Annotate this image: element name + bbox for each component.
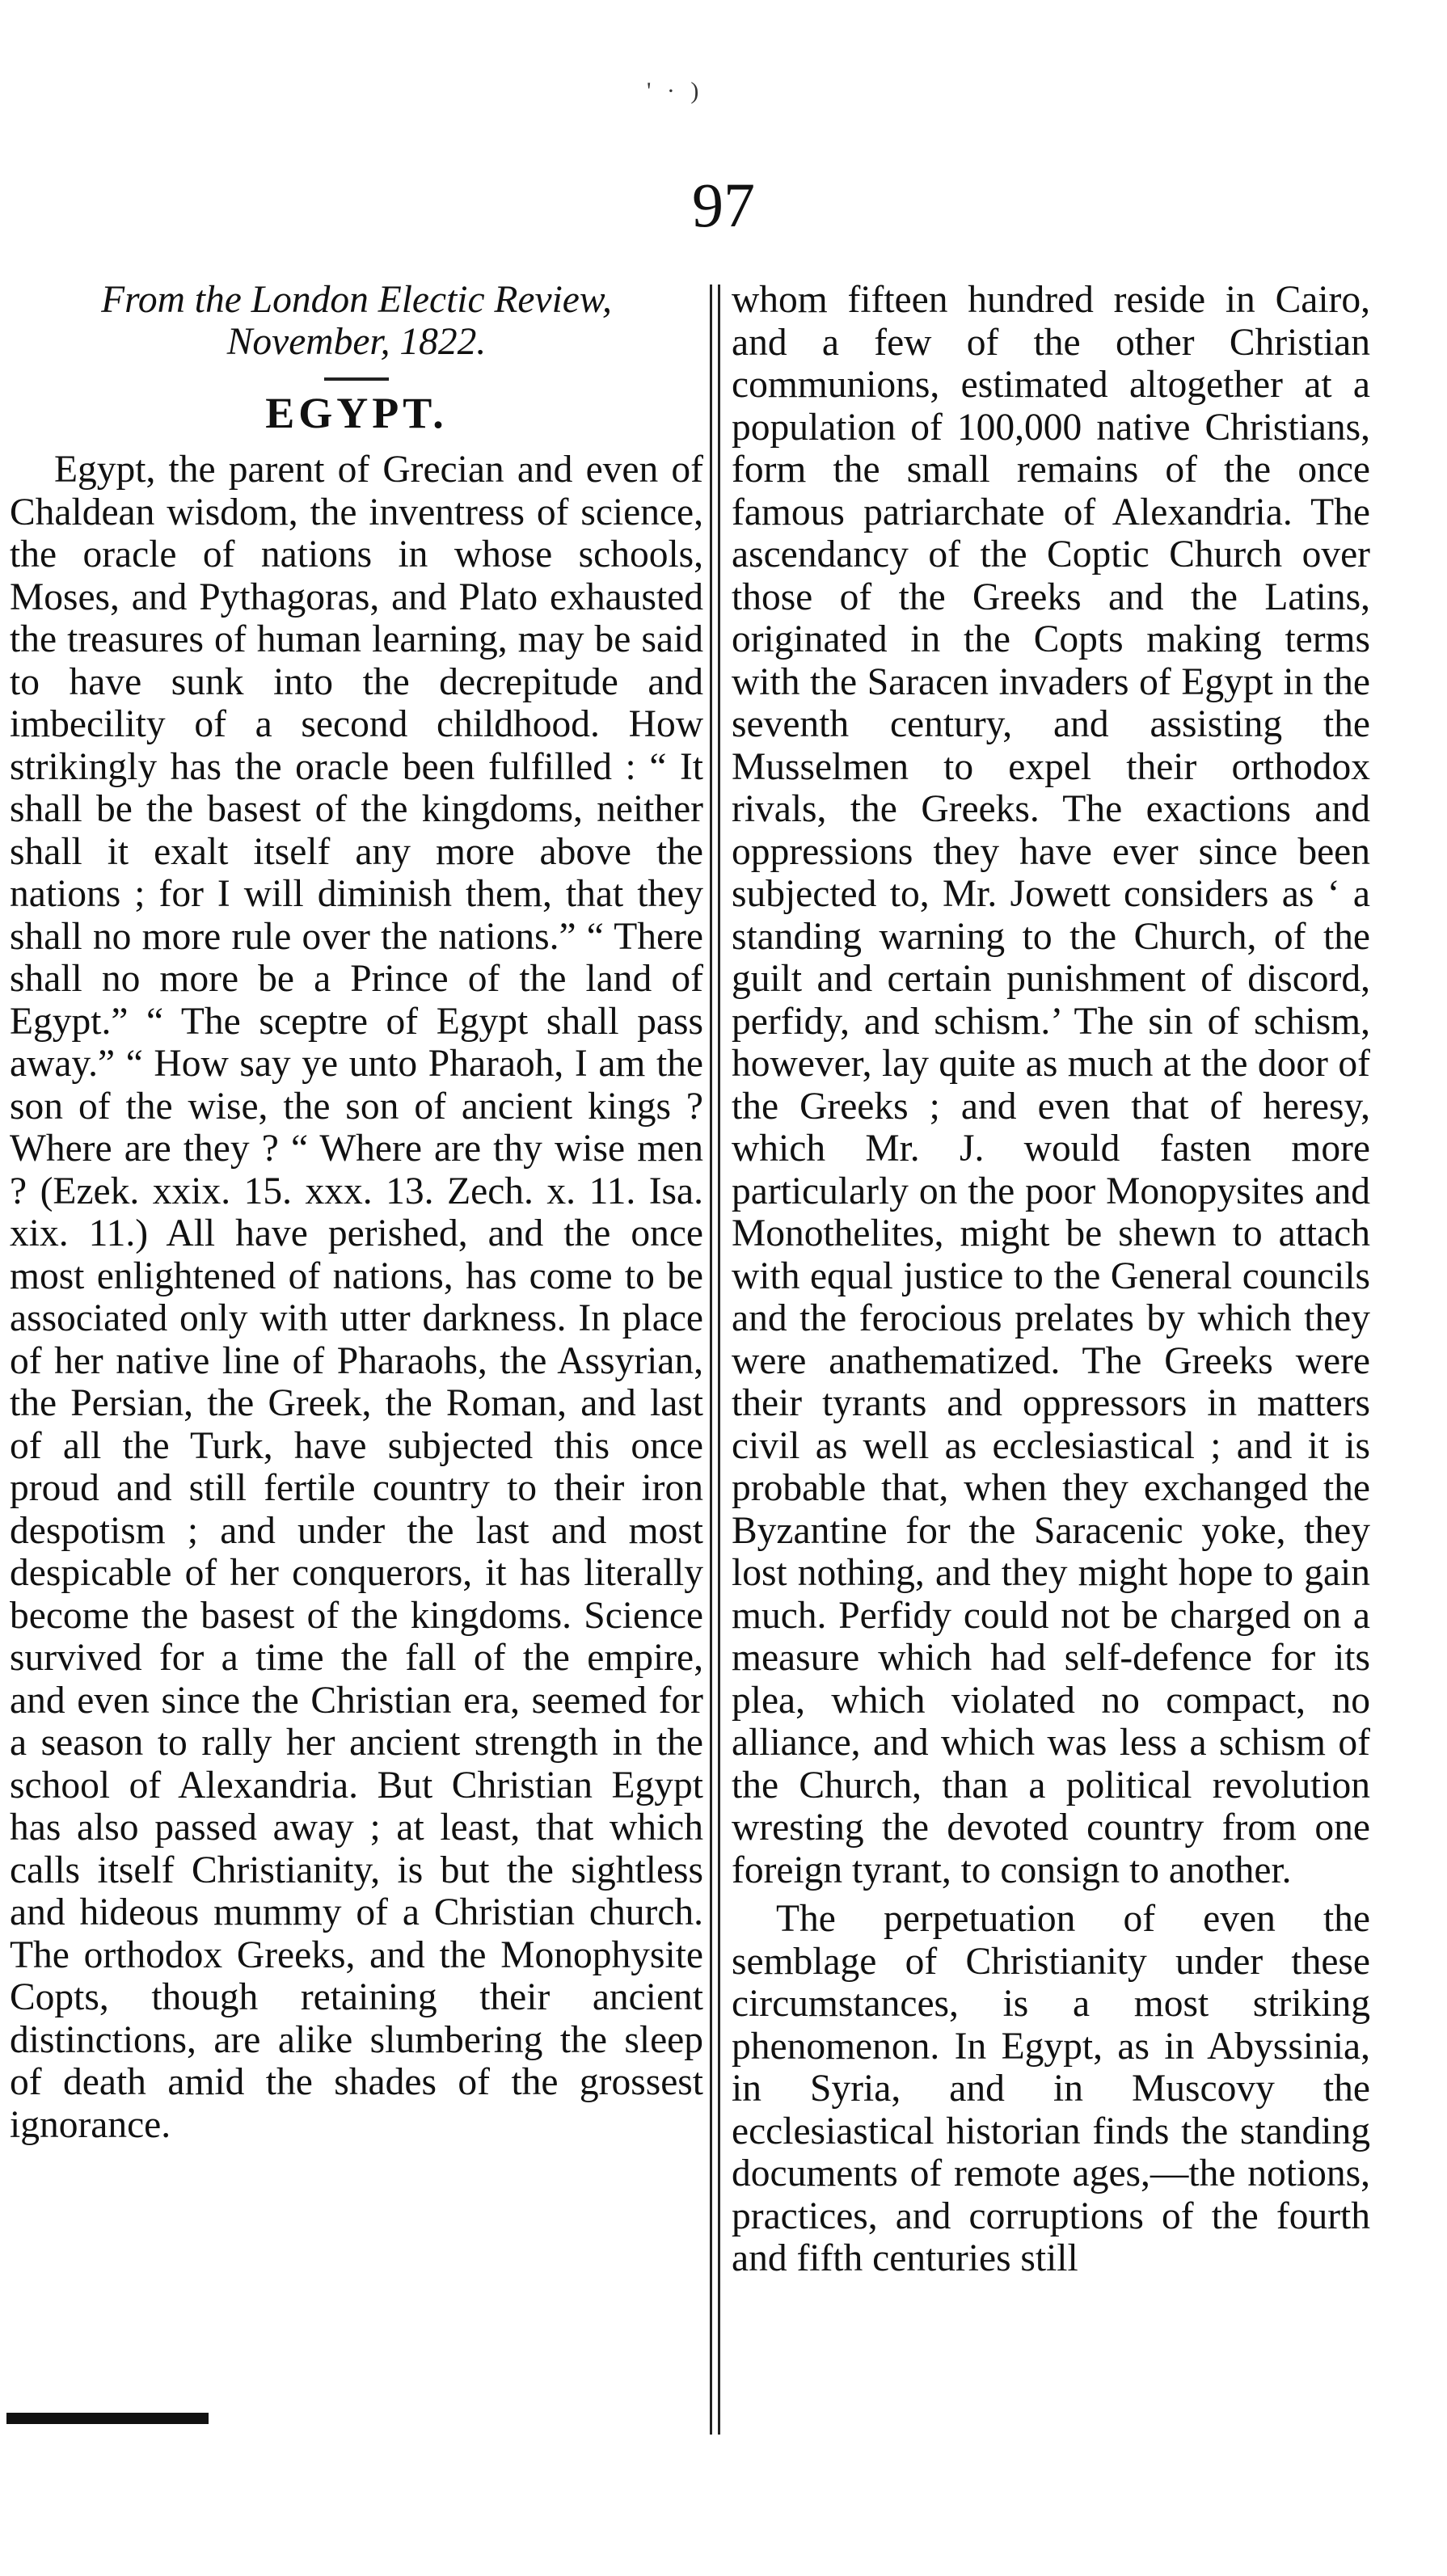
left-column-paragraph: Egypt, the parent of Grecian and even of Chaldean wisdom, the inventress of science, the oracle of nations in whose schools, Moses, and Pythagoras, and Plato exhausted the treasures of human learning, may be said to have sunk into the decrepitude and imbecility of a second childhood. How strikingly has the oracle been fulfilled : “ It shall be the basest of the kingdoms, neither shall it exalt itself any more above the nations ; for I will diminish them, that they shall no more rule over the nations.” “ There shall no more be a Prince of the land of Egypt.” “ The sceptre of Egypt shall pass away.” “ How say ye unto Pharaoh, I am the son of the wise, the son of ancient kings ? Where are they ? “ Where are thy wise men ? (Ezek. xxix. 15. xxx. 13. Zech. x. 11. Isa. xix. 11.) All have perished, and the once most enlightened of nations, has come to be associated only with utter darkness. In place of her native line of Pharaohs, the Assyrian, the Persian, the Greek, the Roman, and last of all the Turk, have subjected this once proud and still fertile country to their iron despotism ; and under the last and most despicable of her conquerors, it has literally become the basest of the kingdoms. Science survived for a time the fall of the empire, and even since the Christian era, seemed for a season to rally her ancient strength in the school of Alexandria. But Christian Egypt has also passed away ; at least, that which calls itself Christianity, is but the sightless and hideous mummy of a Christian church. The orthodox Greeks, and the Monophysite Copts, though retaining their ancient distinctions, are alike slumbering the sleep of death amid the shades of the grossest ignorance. (10, 449, 703, 2146)
column-divider-left (710, 285, 712, 2435)
title-rule (324, 377, 389, 381)
column-divider-right (718, 285, 720, 2435)
page-number: 97 (692, 170, 755, 240)
top-mark: ' · ) (647, 78, 704, 104)
left-column (10, 279, 703, 2146)
article-title: EGYPT. (265, 389, 448, 437)
bottom-scan-mark (6, 2413, 209, 2424)
source-line-1: From the London Electic Review, (101, 279, 612, 321)
right-column (732, 279, 1370, 2280)
right-column-paragraph-2: The perpetuation of even the semblage of Christianity under these circumstances, is a most striking phenomenon. In Egypt, as in Abyssinia, in Syria, and in Muscovy the ecclesiastical historian finds the standing documents of remote ages,—the notions, practices, and corruptions of the fourth and fifth centuries still (732, 1898, 1370, 2279)
source-line-2: November, 1822. (226, 321, 487, 363)
right-column-paragraph-1: whom fifteen hundred reside in Cairo, and a few of the other Christian communions, estimated altogether at a population of 100,000 native Christians, form the small remains of the once famous patriarchate of Alexandria. The ascendancy of the Coptic Church over those of the Greeks and the Latins, originated in the Copts making terms with the Saracen invaders of Egypt in the seventh century, and assisting the Musselmen to expel their orthodox rivals, the Greeks. The exactions and oppressions they have ever since been subjected to, Mr. Jowett considers as ‘ a standing warning to the Church, of the guilt and certain punishment of discord, perfidy, and schism.’ The sin of schism, however, lay quite as much at the door of the Greeks ; and even that of heresy, which Mr. J. would fasten more particularly on the poor Monopysites and Monothelites, might be shewn to attach with equal justice to the General councils and the ferocious prelates by which they were anathematized. The Greeks were their tyrants and oppressors in matters civil as well as ecclesiastical ; and it is probable that, when they exchanged the Byzantine for the Saracenic yoke, they lost nothing, and they might hope to gain much. Perfidy could not be charged on a measure which had self-defence for its plea, which violated no compact, no alliance, and which was less a schism of the Church, than a political revolution wresting the devoted country from one foreign tyrant, to consign to another. (732, 279, 1370, 1891)
